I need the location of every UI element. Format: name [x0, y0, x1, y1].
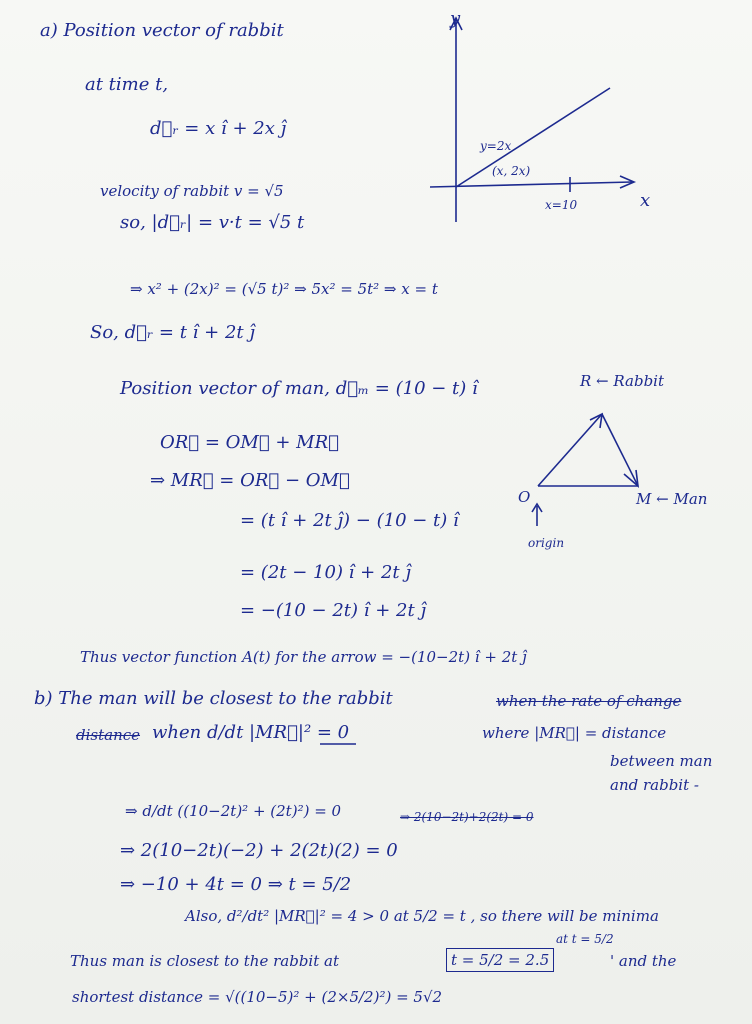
origin-o-label: O [518, 488, 531, 506]
where-distance: where |MR⃗| = distance [482, 724, 667, 742]
step-3: = −(10 − 2t) î + 2t ĵ [240, 600, 427, 621]
thus-vector-function: Thus vector function A(t) for the arrow = −(10−2t) î + 2t ĵ [80, 648, 527, 666]
man-label: M ← Man [636, 490, 708, 508]
struck-equation: ⇒ 2(10−2t)+2(2t) = 0 [400, 810, 534, 824]
rabbit-label: R ← Rabbit [580, 372, 665, 390]
graph-y-label: y [450, 8, 461, 29]
struck-text-2: distance [76, 726, 141, 744]
velocity-text: velocity of rabbit v = √5 [100, 182, 284, 200]
at-time-text: at time t, [85, 74, 169, 95]
man-position-eq: Position vector of man, d⃗ₘ = (10 − t) î [120, 378, 478, 399]
dr-equation: d⃗ᵣ = x î + 2x ĵ [150, 118, 287, 139]
shortest-distance: shortest distance = √((10−5)² + (2×5/2)²) = 5√2 [72, 988, 443, 1006]
conclusion-text: Thus man is closest to the rabbit at [70, 952, 339, 970]
graph-line-y2x [456, 88, 610, 187]
equation-2: ⇒ 2(10−2t)(−2) + 2(2t)(2) = 0 [120, 840, 398, 861]
equation-3: ⇒ −10 + 4t = 0 ⇒ t = 5/2 [120, 874, 352, 895]
graph-tick-label: x=10 [545, 198, 578, 212]
and-rabbit: and rabbit - [610, 776, 699, 794]
when-derivative: when d/dt |MR⃗|² = 0 [152, 722, 350, 743]
triangle-side-or [538, 414, 602, 486]
so-dr-eq: So, d⃗ᵣ = t î + 2t ĵ [90, 322, 255, 343]
part-a-heading: a) Position vector of rabbit [40, 20, 284, 41]
mr-equation: ⇒ MR⃗ = OR⃗ − OM⃗ [150, 470, 350, 491]
derivative-equation: ⇒ d/dt ((10−2t)² + (2t)²) = 0 [125, 802, 342, 820]
between-man: between man [610, 752, 713, 770]
graph-x-label: x [640, 190, 651, 211]
implies-eq: ⇒ x² + (2x)² = (√5 t)² ⇒ 5x² = 5t² ⇒ x = t [130, 280, 438, 298]
triangle-side-rm [602, 414, 638, 486]
or-equation: OR⃗ = OM⃗ + MR⃗ [160, 432, 339, 453]
at-t-value: at t = 5/2 [556, 932, 614, 946]
step-1: = (t î + 2t ĵ) − (10 − t) î [240, 510, 459, 531]
struck-text-1: when the rate of change [496, 692, 682, 710]
graph-point-label: (x, 2x) [492, 164, 531, 178]
origin-label: origin [528, 536, 565, 550]
graph-line-label: y=2x [480, 139, 512, 153]
step-2: = (2t − 10) î + 2t ĵ [240, 562, 411, 583]
so-magnitude-eq: so, |d⃗ᵣ| = v·t = √5 t [120, 212, 305, 233]
boxed-answer: t = 5/2 = 2.5 [446, 948, 554, 972]
part-b-line-1: b) The man will be closest to the rabbit [34, 688, 393, 709]
also-second-derivative: Also, d²/dt² |MR⃗|² = 4 > 0 at 5/2 = t , so there will be minima [185, 907, 659, 925]
and-the-text: ' and the [610, 952, 677, 970]
